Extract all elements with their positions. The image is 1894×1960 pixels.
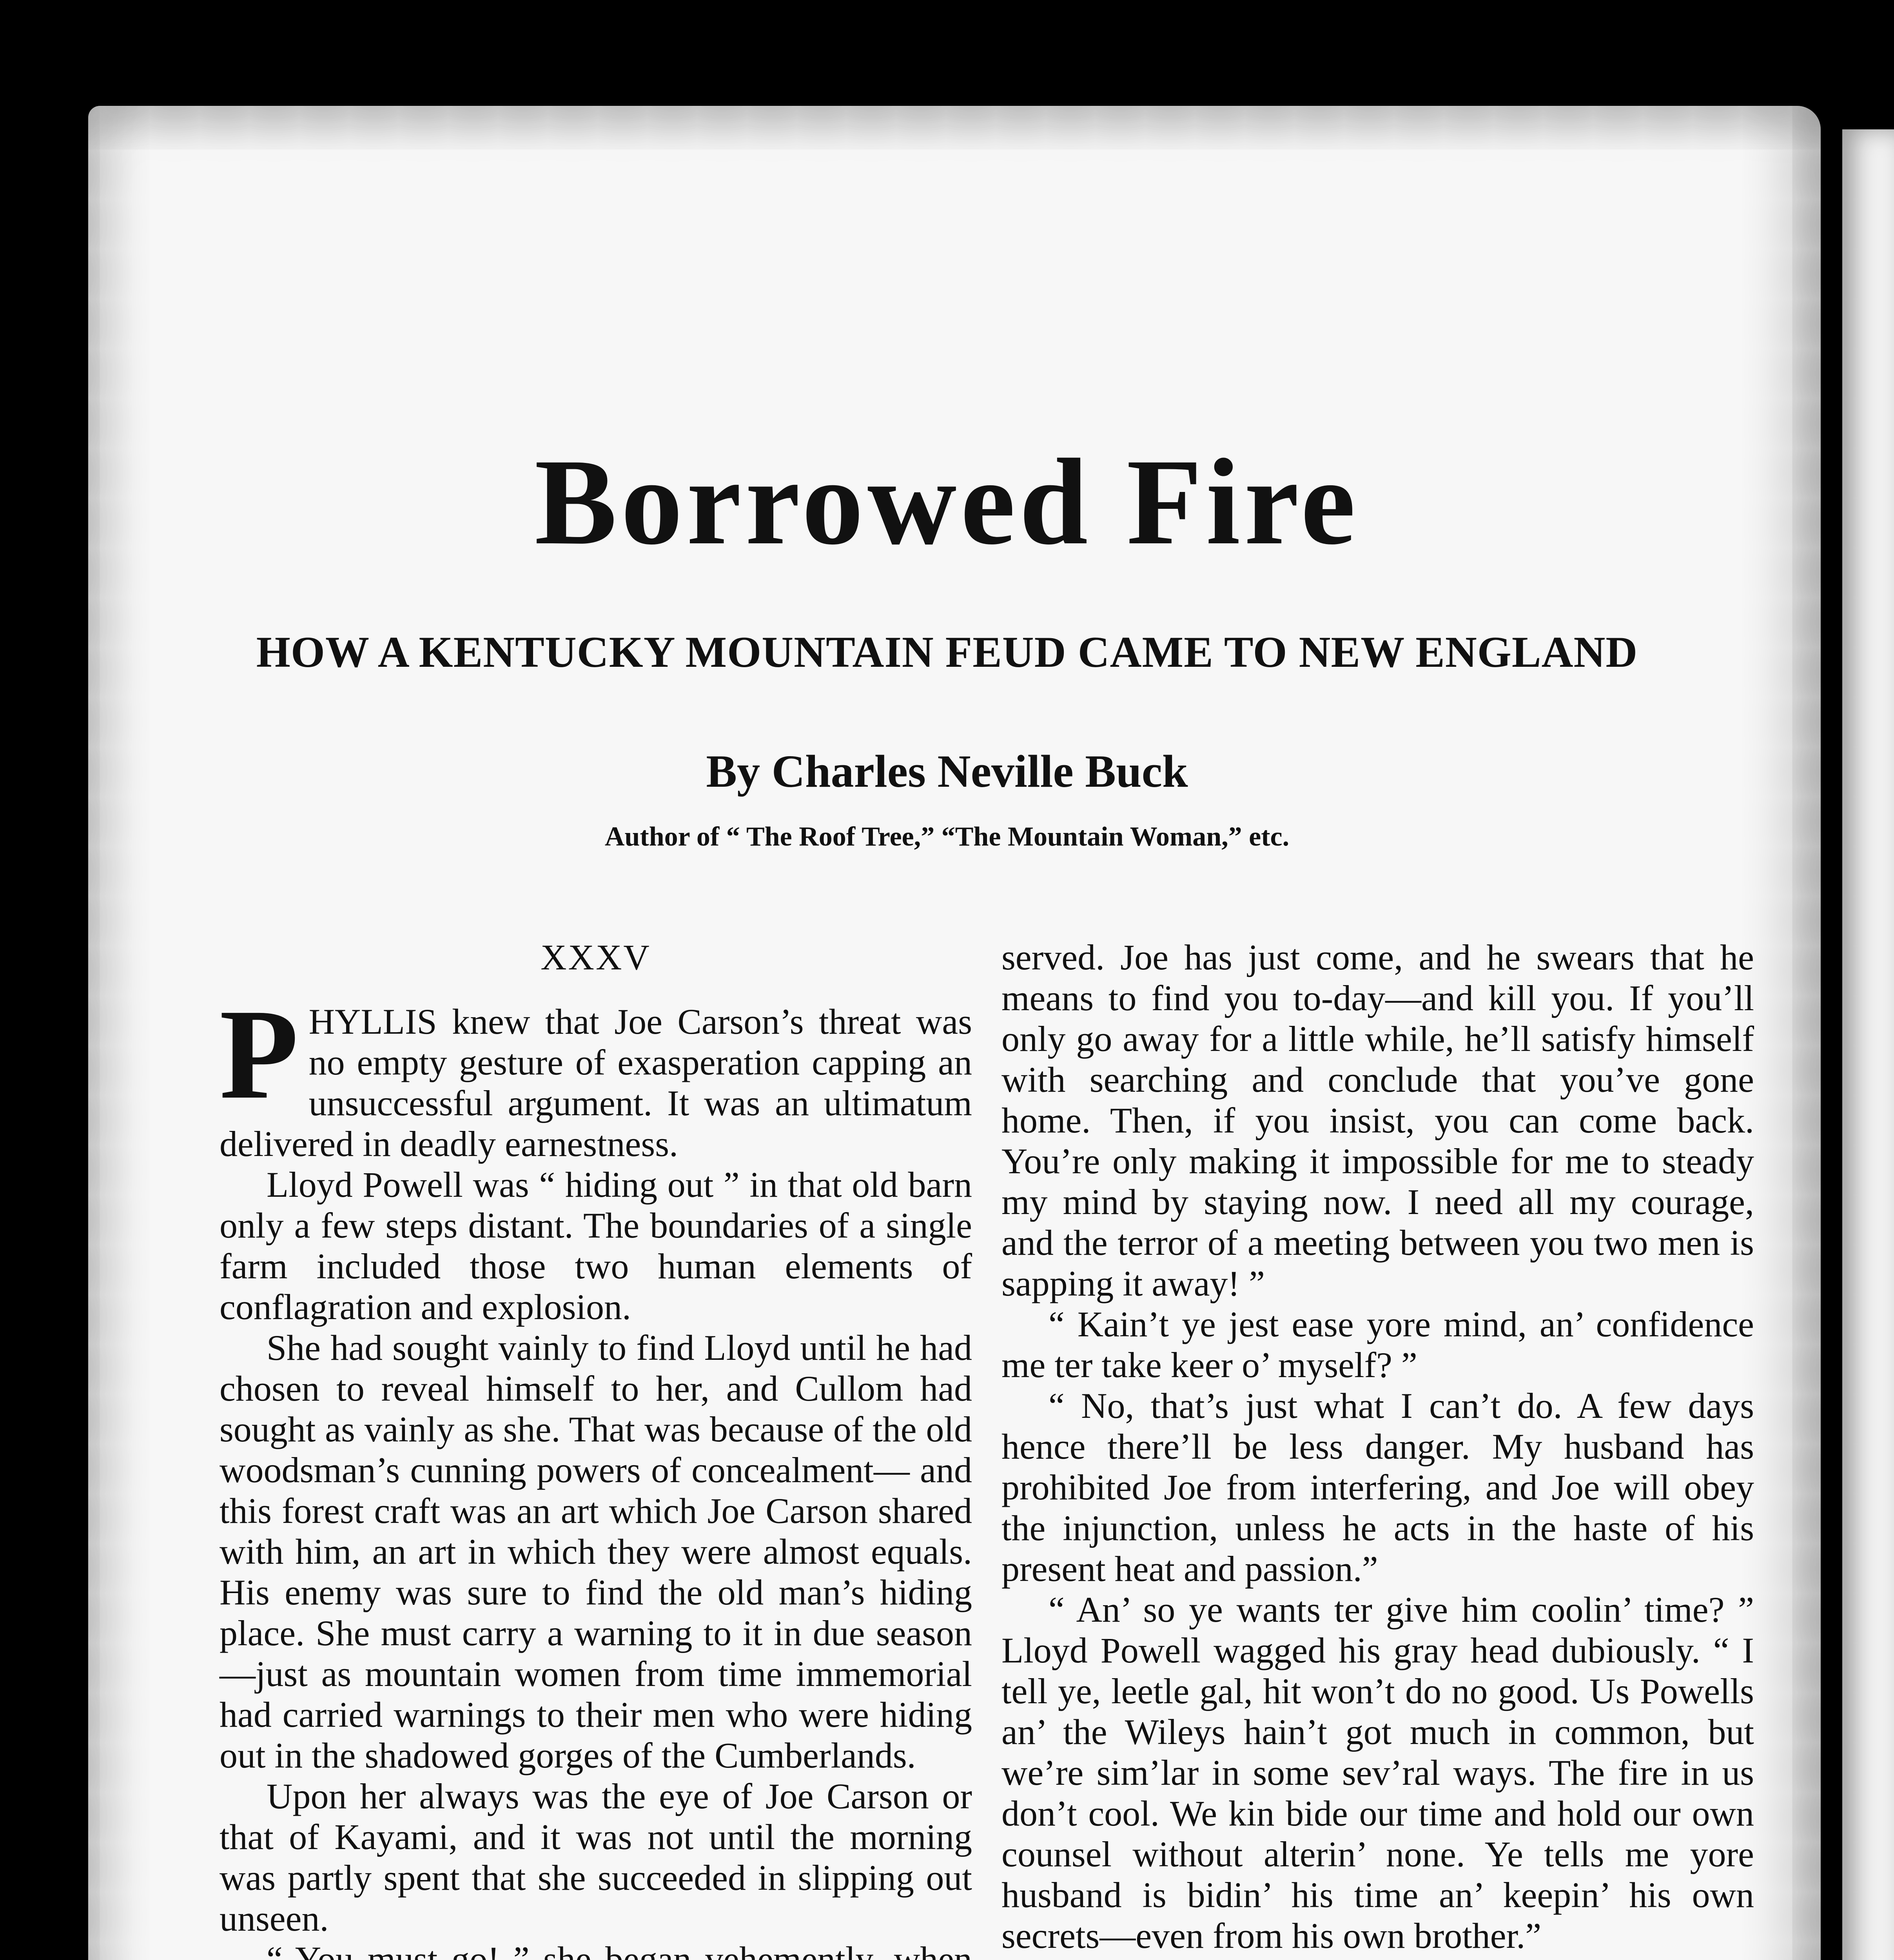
adjacent-page-edge [1842,129,1894,1960]
paragraph: “ An’ so ye wants ter give him coolin’ time? ” Lloyd Powell wagged his gray head dubiously. “ I tell ye, leetle gal, hit won’t do no good. Us Powells an’ the Wileys hain’t got much in common, but we’re sim’lar in some sev’ral ways. The fire in us don’t cool. We kin bide our time and hold our own counsel without alterin’ none. Ye tells me yore husband is bidin’ his time an’ keepin’ his own secrets—even from his own brother.” [1001,1589,1754,1956]
paragraph: Lloyd Powell was “ hiding out ” in that old barn only a few steps distant. The boundaries of a single farm included those two human elements of conflagration and explosion. [220,1164,972,1327]
paragraph [1001,1956,1754,1960]
article-title: Borrowed Fire [0,431,1894,573]
paragraph: Upon her always was the eye of Joe Carson or that of Kayami, and it was not until the morning was partly spent that she succeeded in slipping out unseen. [220,1776,972,1939]
article-subtitle: HOW A KENTUCKY MOUNTAIN FEUD CAME TO NEW ENGLAND [0,627,1894,678]
drop-cap: P [220,1004,299,1105]
right-column [1001,937,1754,1960]
chapter-heading: XXXV [220,937,972,978]
paragraph: “ You must go! ” she began vehemently, when [220,1939,972,1960]
first-paragraph [220,1001,972,1164]
first-paragraph-text: HYLLIS knew that Joe Carson’s threat was no empty gesture of exasperation capping an unsuccessful argument. It was an ultimatum delivered in deadly earnestness. [220,1002,972,1164]
paragraph: “ No, that’s just what I can’t do. A few days hence there’ll be less danger. My husband has prohibited Joe from interfering, and Joe will obey the injunction, unless he acts in the haste of his present heat and passion.” [1001,1385,1754,1589]
continued-paragraph: served. Joe has just come, and he swears that he means to find you to-day—and kill you. If you’ll only go away for a little while, he’ll satisfy himself with searching and conclude that you’ve gone home. Then, if you insist, you can come back. You’re only making it impossible for me to steady my mind by staying now. I need all my courage, and the terror of a meeting between you two men is sapping it away! ” [1001,937,1754,1304]
paragraph: She had sought vainly to find Lloyd until he had chosen to reveal himself to her, and Cullom had sought as vainly as she. That was because of the old woodsman’s cunning powers of concealment— and this forest craft was an art which Joe Carson shared with him, an art in which they were almost equals. His enemy was sure to find the old man’s hiding place. She must carry a warning to it in due season—just as mountain women from time immemorial had carried warnings to their men who were hiding out in the shadowed gorges of the Cumberlands. [220,1327,972,1776]
paragraph: “ Kain’t ye jest ease yore mind, an’ confidence me ter take keer o’ myself? ” [1001,1304,1754,1385]
article-byline: By Charles Neville Buck [0,745,1894,798]
left-column [220,937,972,1960]
author-credits: Author of “ The Roof Tree,” “The Mountain Woman,” etc. [0,821,1894,853]
